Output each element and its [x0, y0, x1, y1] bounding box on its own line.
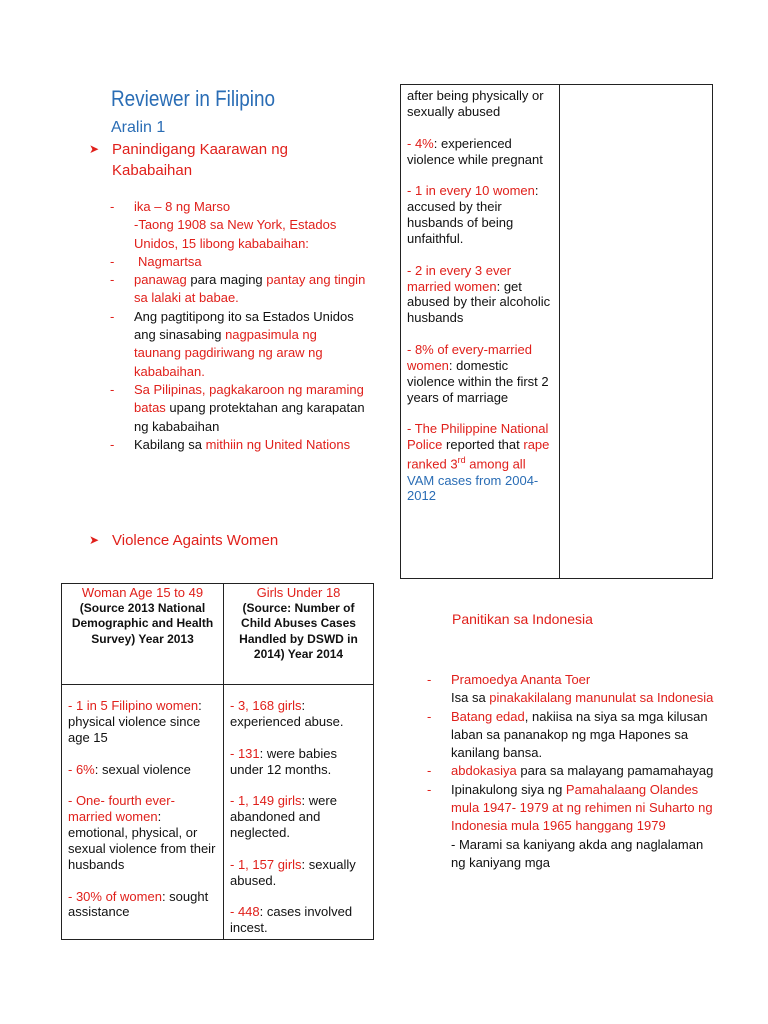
arrow-bullet-icon: ➤ — [89, 533, 100, 547]
section-heading-violence: ➤ Violence Againts Women — [89, 532, 279, 549]
list-item: - Pramoedya Ananta Toer Isa sa pinakakilalang manunulat sa Indonesia — [427, 672, 714, 706]
table-cell: - 1 in 5 Filipino women: physical violence since age 15 - 6%: sexual violence - One- fourth ever-married women: emotional, physical, or sexual violence from their husbands - 30% of women: sought assistance — [62, 685, 224, 940]
column-header-women: Woman Age 15 to 49 (Source 2013 National Demographic and Health Survey) Year 2013 — [62, 584, 224, 685]
violence-statistics-table — [61, 583, 374, 940]
list-item: - ika – 8 ng Marso -Taong 1908 sa New York, Estados Unidos, 15 libong kababaihan: — [110, 199, 337, 251]
section-heading-womens-day: ➤ Panindigang Kaarawan ng Kababaihan — [89, 141, 288, 179]
column-header-girls: Girls Under 18 (Source: Number of Child Abuses Cases Handled by DSWD in 2014) Year 2014 — [224, 584, 374, 685]
list-item: - Batang edad, nakiisa na siya sa mga kilusan laban sa pananakop ng mga Hapones sa kanilang bansa. — [427, 708, 708, 761]
womens-day-list — [110, 198, 366, 454]
list-item: - abdokasiya para sa malayang pamamahayag — [427, 763, 714, 779]
table-cell-empty — [560, 85, 713, 579]
list-item: - Ang pagtitipong ito sa Estados Unidos ang sinasabing nagpasimula ng taunang pagdiriwang ng araw ng kababaihan. — [110, 308, 354, 379]
page-title: Reviewer in Filipino — [111, 86, 276, 111]
list-item: - Ipinakulong siya ng Pamahalaang Olandes mula 1947- 1979 at ng rehimen ni Suharto ng Indonesia mula 1965 hanggang 1979 — [427, 781, 713, 834]
statistics-table-continued — [400, 84, 713, 579]
indonesia-list — [427, 671, 721, 872]
arrow-bullet-icon: ➤ — [89, 142, 100, 156]
list-item: - panawag para maging pantay ang tingin sa lalaki at babae. — [110, 272, 366, 306]
table-cell: - 3, 168 girls: experienced abuse. - 131: were babies under 12 months. - 1, 149 girls: were abandoned and neglected. - 1, 157 girls: sexually abused. - 448: cases involved incest. — [224, 685, 374, 940]
lesson-heading: Aralin 1 — [111, 119, 166, 136]
list-item: - Nagmartsa — [110, 253, 202, 269]
list-item: - Marami sa kaniyang akda ang naglalaman ng kaniyang mga — [451, 836, 704, 870]
table-cell: after being physically or sexually abused - 4%: experienced violence while pregnant - 1 in every 10 women: accused by their husbands of being unfaithful. - 2 in every 3 ever married women: get abused by their alcoholic husbands - 8% of every-married women: domestic violence within the first 2 years of marriage - The Philippine National Police reported that rape ranked 3rd among all VAM cases from 2004- 2012 — [401, 85, 560, 579]
section-heading-indonesia: Panitikan sa Indonesia — [452, 611, 593, 627]
list-item: - Sa Pilipinas, pagkakaroon ng maraming batas upang protektahan ang karapatan ng kababaihan — [110, 381, 365, 434]
list-item: - Kabilang sa mithiin ng United Nations — [110, 436, 351, 452]
